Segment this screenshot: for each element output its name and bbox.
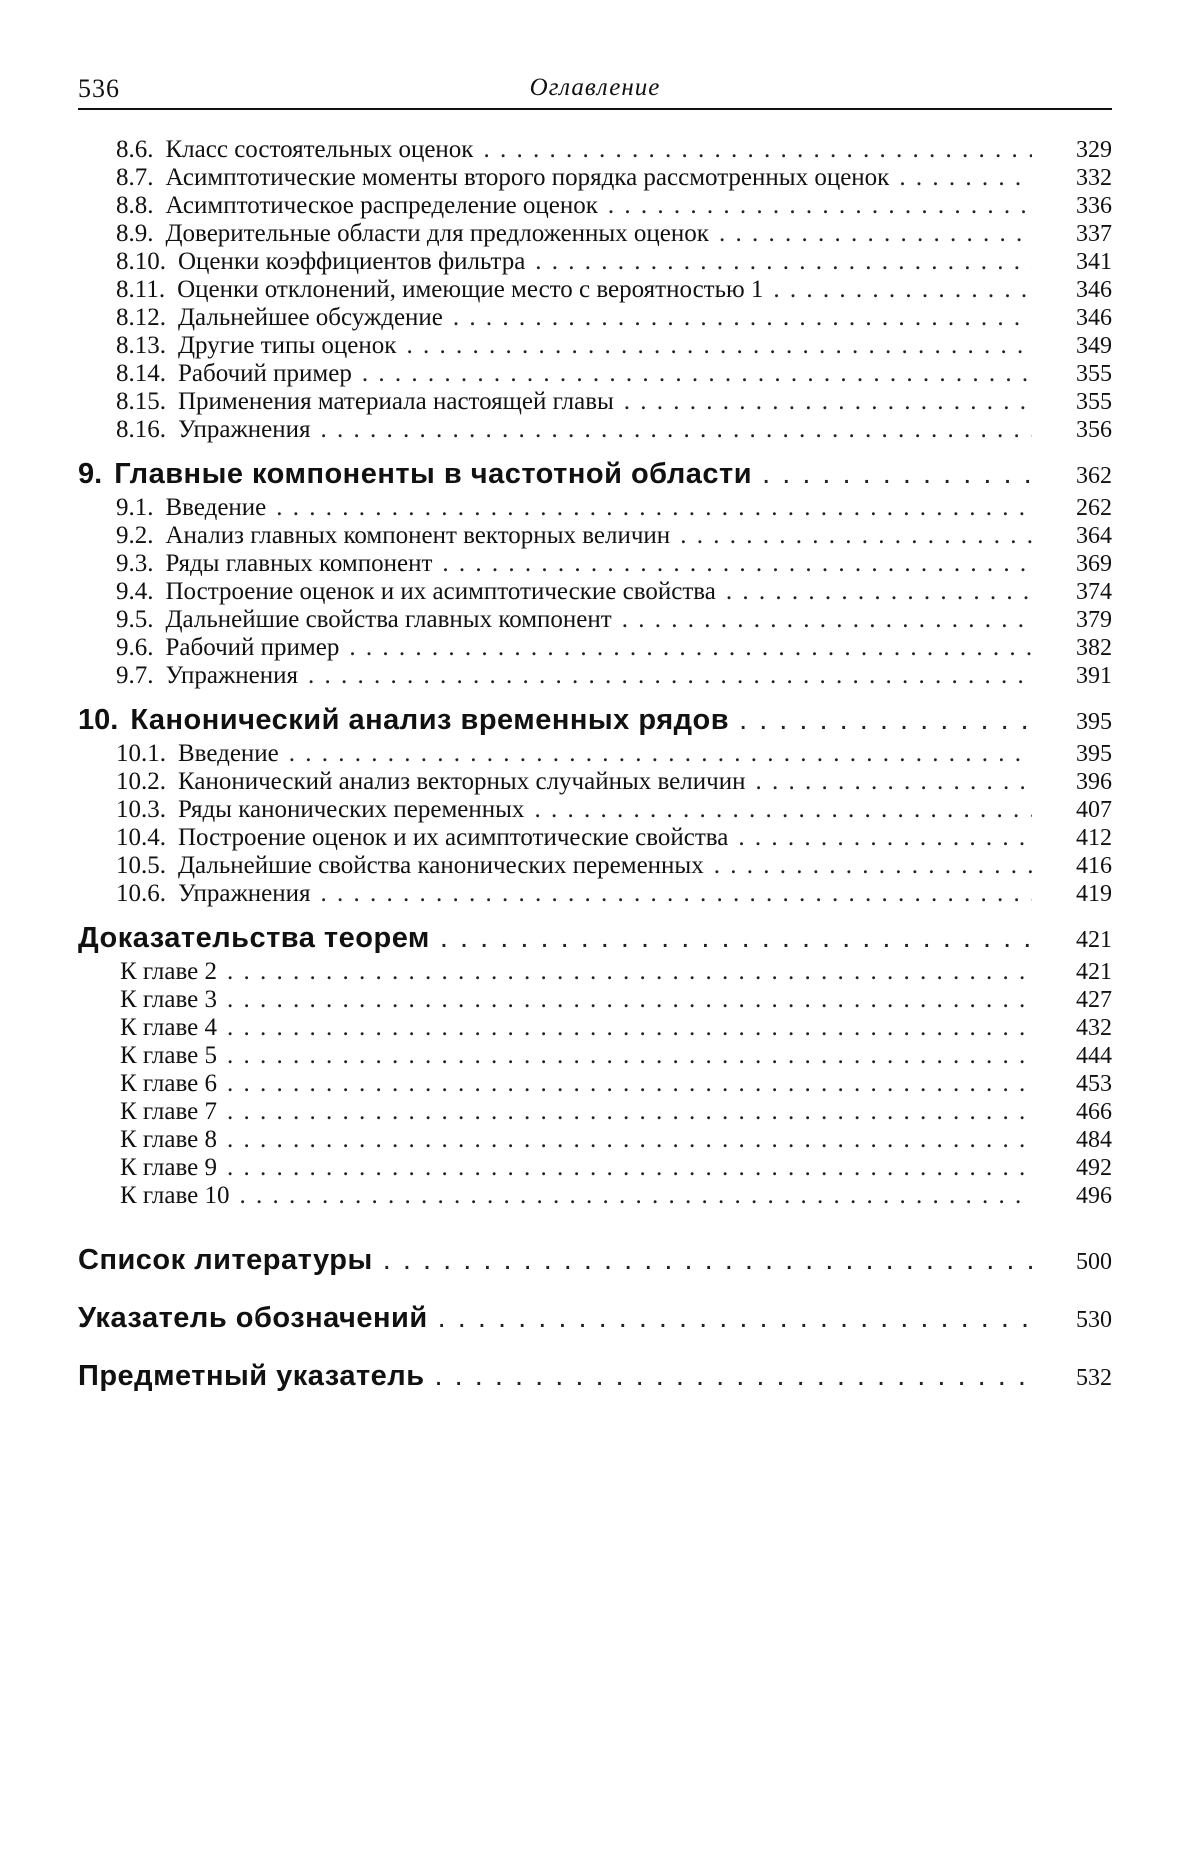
chapter-number: 10. — [78, 704, 119, 736]
entry-page: 382 — [1076, 635, 1112, 661]
toc-entry[interactable] — [78, 494, 1112, 522]
toc-entry[interactable] — [78, 248, 1112, 276]
entry-page: 374 — [1076, 579, 1112, 605]
chapter-title: Главные компоненты в частотной области — [114, 458, 753, 490]
toc-entry[interactable] — [78, 880, 1112, 908]
entry-page: 364 — [1076, 523, 1112, 549]
dot-leader — [608, 192, 1032, 220]
dot-leader — [383, 1240, 1032, 1280]
entry-title: Анализ главных компонент векторных величин — [165, 522, 671, 549]
toc-entry[interactable] — [78, 388, 1112, 416]
entry-title: Упражнения — [165, 662, 298, 689]
toc-entry[interactable] — [78, 1154, 1112, 1182]
entry-page: 329 — [1076, 137, 1112, 163]
entry-title: Оценки отклонений, имеющие место с вероятностью 1 — [177, 276, 764, 303]
dot-leader — [320, 416, 1032, 444]
toc-entry[interactable] — [78, 304, 1112, 332]
entry-number: 8.11. — [116, 276, 166, 303]
entry-page: 466 — [1076, 1099, 1112, 1125]
entry-page: 427 — [1076, 987, 1112, 1013]
entry-title: Оценки коэффициентов фильтра — [178, 248, 526, 275]
entry-title: Введение — [178, 740, 279, 767]
proofs-block — [78, 918, 1112, 1210]
entry-number: 9.1. — [116, 494, 154, 521]
entry-page: 396 — [1076, 769, 1112, 795]
entry-title: Применения материала настоящей главы — [178, 388, 614, 415]
page-number: 536 — [78, 74, 120, 103]
entry-title: Канонический анализ векторных случайных величин — [178, 768, 746, 795]
entry-title: Упражнения — [178, 880, 311, 907]
toc-entry[interactable] — [78, 578, 1112, 606]
dot-leader — [726, 578, 1032, 606]
toc-heading-bibliography[interactable] — [78, 1240, 1112, 1280]
entry-title: Доверительные области для предложенных оценок — [165, 220, 709, 247]
entry-number: 9.7. — [116, 662, 154, 689]
dot-leader — [442, 550, 1032, 578]
entry-page: 421 — [1076, 959, 1112, 985]
entry-title: Построение оценок и их асимптотические свойства — [178, 824, 729, 851]
chapter-heading[interactable] — [78, 454, 1112, 494]
dot-leader — [438, 1298, 1032, 1338]
entry-number: 8.12. — [116, 304, 166, 331]
entry-number: 8.16. — [116, 416, 166, 443]
toc-entry[interactable] — [78, 164, 1112, 192]
entry-number: 8.7. — [116, 164, 154, 191]
entry-title: Ряды главных компонент — [165, 550, 433, 577]
entry-title: Дальнейшие свойства канонических переменных — [178, 852, 704, 879]
toc-entry[interactable] — [78, 634, 1112, 662]
entry-number: 10.2. — [116, 768, 166, 795]
entry-number: 8.15. — [116, 388, 166, 415]
dot-leader — [535, 248, 1032, 276]
toc-heading-subject-index[interactable] — [78, 1356, 1112, 1396]
toc-entry[interactable] — [78, 662, 1112, 690]
dot-leader — [227, 986, 1032, 1014]
toc-entry[interactable] — [78, 796, 1112, 824]
dot-leader — [534, 796, 1032, 824]
dot-leader — [289, 740, 1032, 768]
entry-page: 337 — [1076, 221, 1112, 247]
toc-entry[interactable] — [78, 1042, 1112, 1070]
dot-leader — [227, 1042, 1032, 1070]
entry-page: 432 — [1076, 1015, 1112, 1041]
entry-number: 9.3. — [116, 550, 154, 577]
dot-leader — [622, 606, 1032, 634]
entry-page: 453 — [1076, 1071, 1112, 1097]
entry-page: 419 — [1076, 881, 1112, 907]
toc-entry[interactable] — [78, 192, 1112, 220]
dot-leader — [276, 494, 1032, 522]
toc-entry[interactable] — [78, 522, 1112, 550]
back-matter — [78, 1240, 1112, 1396]
dot-leader — [240, 1182, 1033, 1210]
entry-number: 8.10. — [116, 248, 166, 275]
entry-page: 484 — [1076, 1127, 1112, 1153]
chapter-number: 9. — [78, 458, 103, 490]
toc-entry[interactable] — [78, 550, 1112, 578]
entry-title: Построение оценок и их асимптотические свойства — [165, 578, 716, 605]
toc-entry[interactable] — [78, 1182, 1112, 1210]
entry-page: 262 — [1076, 495, 1112, 521]
entry-number: 10.6. — [116, 880, 166, 907]
entry-page: 395 — [1076, 741, 1112, 767]
dot-leader — [435, 1356, 1032, 1396]
entry-number: 8.14. — [116, 360, 166, 387]
entry-number: 10.3. — [116, 796, 166, 823]
chapter-10-block — [78, 700, 1112, 908]
section-page: 532 — [1076, 1365, 1112, 1391]
entry-title: Дальнейшее обсуждение — [178, 304, 443, 331]
dot-leader — [773, 276, 1032, 304]
toc-entry[interactable] — [78, 1014, 1112, 1042]
entry-page: 355 — [1076, 361, 1112, 387]
entry-number: 8.8. — [116, 192, 154, 219]
chapter-title: Канонический анализ временных рядов — [130, 704, 730, 736]
entry-title: Рабочий пример — [165, 634, 340, 661]
entry-page: 346 — [1076, 305, 1112, 331]
section-page: 500 — [1076, 1249, 1112, 1275]
toc-entry[interactable] — [78, 360, 1112, 388]
entry-title: К главе 9 — [120, 1154, 217, 1181]
toc-entry[interactable] — [78, 276, 1112, 304]
toc-entry[interactable] — [78, 1126, 1112, 1154]
dot-leader — [738, 824, 1032, 852]
toc-entry[interactable] — [78, 958, 1112, 986]
entry-title: К главе 4 — [120, 1014, 217, 1041]
entry-page: 336 — [1076, 193, 1112, 219]
section-page: 421 — [1076, 927, 1112, 953]
dot-leader — [899, 164, 1032, 192]
entry-title: Дальнейшие свойства главных компонент — [165, 606, 612, 633]
entry-page: 496 — [1076, 1183, 1112, 1209]
toc-entry[interactable] — [78, 1098, 1112, 1126]
section-title: Доказательства теорем — [78, 922, 430, 954]
entry-number: 10.4. — [116, 824, 166, 851]
entry-page: 444 — [1076, 1043, 1112, 1069]
section-title: Предметный указатель — [78, 1360, 425, 1392]
dot-leader — [320, 880, 1032, 908]
entry-page: 391 — [1076, 663, 1112, 689]
dot-leader — [227, 1098, 1032, 1126]
entry-page: 492 — [1076, 1155, 1112, 1181]
toc-entry[interactable] — [78, 136, 1112, 164]
chapter-9-block — [78, 454, 1112, 690]
section-title: Список литературы — [78, 1244, 373, 1276]
dot-leader — [227, 1154, 1032, 1182]
entry-number: 8.9. — [116, 220, 154, 247]
toc-entry[interactable] — [78, 220, 1112, 248]
chapter-heading[interactable] — [78, 700, 1112, 740]
entry-page: 346 — [1076, 277, 1112, 303]
entry-title: Другие типы оценок — [178, 332, 397, 359]
entry-title: Асимптотическое распределение оценок — [165, 192, 598, 219]
running-title: Оглавление — [529, 74, 661, 101]
entry-title: Рабочий пример — [178, 360, 352, 387]
dot-leader — [624, 388, 1032, 416]
entry-page: 369 — [1076, 551, 1112, 577]
entry-title: К главе 6 — [120, 1070, 217, 1097]
entry-title: К главе 8 — [120, 1126, 217, 1153]
table-of-contents — [78, 136, 1112, 1396]
entry-title: К главе 3 — [120, 986, 217, 1013]
dot-leader — [308, 662, 1032, 690]
entry-title: К главе 10 — [120, 1182, 230, 1209]
entry-page: 412 — [1076, 825, 1112, 851]
entry-number: 8.13. — [116, 332, 166, 359]
dot-leader — [762, 454, 1032, 494]
entry-page: 355 — [1076, 389, 1112, 415]
entry-number: 10.5. — [116, 852, 166, 879]
entry-page: 341 — [1076, 249, 1112, 275]
toc-entry[interactable] — [78, 986, 1112, 1014]
entry-title: Введение — [165, 494, 267, 521]
dot-leader — [440, 918, 1032, 958]
entry-title: Класс состоятельных оценок — [165, 136, 474, 163]
dot-leader — [227, 1070, 1032, 1098]
running-head — [78, 74, 1112, 110]
dot-leader — [714, 852, 1032, 880]
chapter-8-section-list — [78, 136, 1112, 444]
entry-page: 379 — [1076, 607, 1112, 633]
section-title: Указатель обозначений — [78, 1302, 428, 1334]
toc-entry[interactable] — [78, 824, 1112, 852]
dot-leader — [349, 634, 1032, 662]
section-heading[interactable] — [78, 918, 1112, 958]
dot-leader — [739, 700, 1032, 740]
entry-number: 9.4. — [116, 578, 154, 605]
dot-leader — [755, 768, 1032, 796]
entry-title: Упражнения — [178, 416, 311, 443]
dot-leader — [453, 304, 1032, 332]
toc-entry[interactable] — [78, 852, 1112, 880]
entry-page: 349 — [1076, 333, 1112, 359]
entry-number: 10.1. — [116, 740, 166, 767]
entry-page: 416 — [1076, 853, 1112, 879]
dot-leader — [483, 136, 1032, 164]
entry-page: 332 — [1076, 165, 1112, 191]
entry-number: 9.6. — [116, 634, 154, 661]
chapter-page: 395 — [1076, 709, 1112, 735]
entry-title: К главе 7 — [120, 1098, 217, 1125]
dot-leader — [680, 522, 1032, 550]
entry-number: 9.5. — [116, 606, 154, 633]
entry-page: 407 — [1076, 797, 1112, 823]
dot-leader — [227, 1126, 1032, 1154]
dot-leader — [227, 958, 1032, 986]
toc-entry[interactable] — [78, 606, 1112, 634]
toc-heading-notation-index[interactable] — [78, 1298, 1112, 1338]
entry-title: Асимптотические моменты второго порядка рассмотренных оценок — [165, 164, 890, 191]
toc-entry[interactable] — [78, 416, 1112, 444]
toc-entry[interactable] — [78, 1070, 1112, 1098]
dot-leader — [719, 220, 1032, 248]
entry-title: Ряды канонических переменных — [178, 796, 525, 823]
dot-leader — [362, 360, 1032, 388]
section-page: 530 — [1076, 1307, 1112, 1333]
chapter-page: 362 — [1076, 463, 1112, 489]
entry-page: 356 — [1076, 417, 1112, 443]
entry-number: 8.6. — [116, 136, 154, 163]
entry-number: 9.2. — [116, 522, 154, 549]
dot-leader — [406, 332, 1032, 360]
toc-entry[interactable] — [78, 740, 1112, 768]
dot-leader — [227, 1014, 1032, 1042]
toc-entry[interactable] — [78, 332, 1112, 360]
entry-title: К главе 2 — [120, 958, 217, 985]
toc-entry[interactable] — [78, 768, 1112, 796]
entry-title: К главе 5 — [120, 1042, 217, 1069]
